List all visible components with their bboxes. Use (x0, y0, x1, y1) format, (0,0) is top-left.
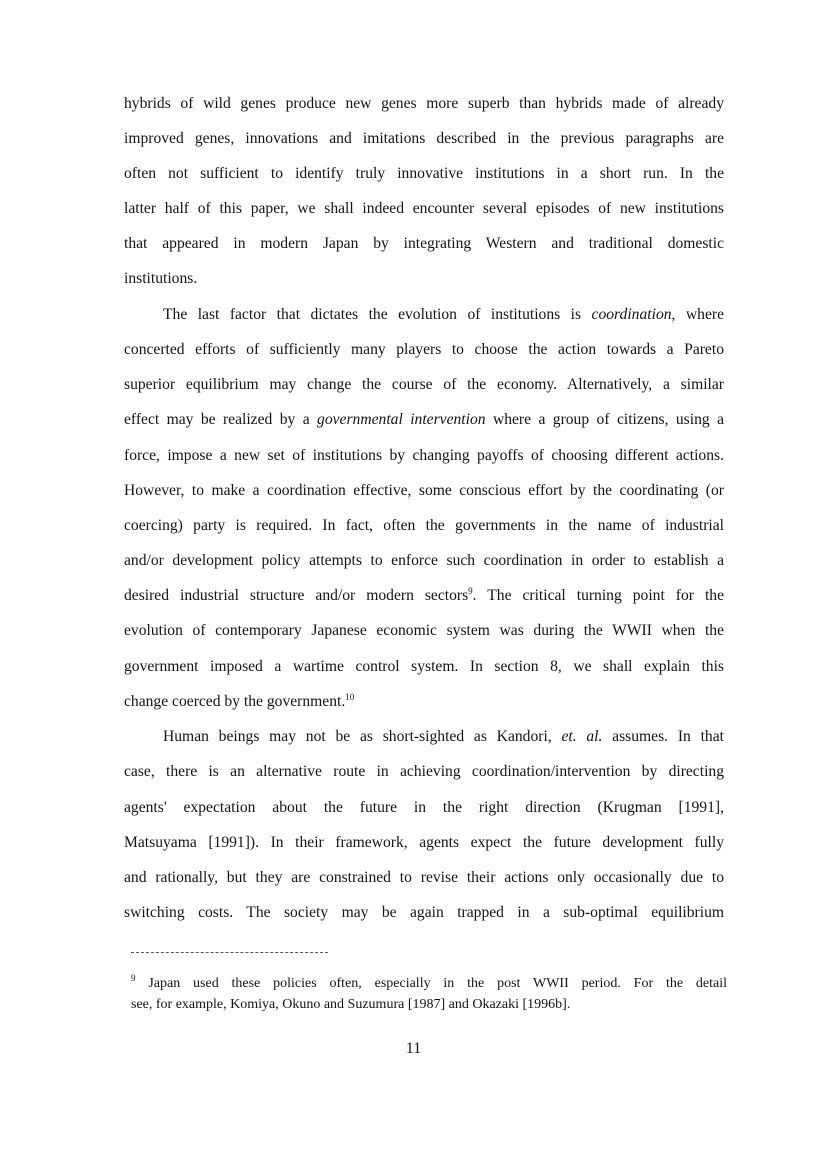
text-run: desired industrial structure and/or modern sectors (124, 587, 469, 604)
footnote-marker: 9 (131, 973, 136, 983)
body-line: agents' expectation about the future in the right direction (Krugman [1991], (124, 799, 724, 816)
body-line: institutions. (124, 270, 198, 287)
body-line (124, 584, 724, 608)
text-run: Human beings may not be as short-sighted as Kandori, (163, 728, 562, 745)
emphasis-governmental-intervention: governmental intervention (317, 411, 486, 428)
body-line: government imposed a wartime control system. In section 8, we shall explain this (124, 658, 724, 675)
text-run: The last factor that dictates the evolution of institutions is (163, 306, 592, 323)
body-line: Matsuyama [1991]). In their framework, agents expect the future development fully (124, 834, 724, 851)
body-line (124, 408, 724, 432)
body-line: latter half of this paper, we shall indeed encounter several episodes of new institutions (124, 200, 724, 217)
body-line: evolution of contemporary Japanese economic system was during the WWII when the (124, 622, 724, 639)
footnote-separator (131, 952, 328, 953)
body-line: and/or development policy attempts to enforce such coordination in order to establish a (124, 552, 724, 569)
footnote-line (131, 974, 727, 994)
emphasis-coordination: coordination (591, 306, 672, 323)
body-line: that appeared in modern Japan by integrating Western and traditional domestic (124, 235, 724, 252)
text-run: . The critical turning point for the (472, 587, 724, 604)
body-line: superior equilibrium may change the course of the economy. Alternatively, a similar (124, 376, 724, 393)
text-run: effect may be realized by a (124, 411, 318, 428)
text-run: Japan used these policies often, especially in the post WWII period. For the detail (135, 976, 727, 991)
footnote-ref-9[interactable]: 9 (468, 586, 473, 596)
body-line: often not sufficient to identify truly innovative institutions in a short run. In the (124, 165, 724, 182)
body-line: case, there is an alternative route in achieving coordination/intervention by directing (124, 763, 724, 780)
body-line: switching costs. The society may be again trapped in a sub-optimal equilibrium (124, 904, 724, 921)
text-run: change coerced by the government. (124, 693, 346, 710)
text-run: assumes. In that (602, 728, 724, 745)
page-number: 11 (405, 1040, 422, 1057)
emphasis-et-al: et. al. (561, 728, 603, 745)
body-line (124, 690, 724, 714)
body-line (163, 303, 724, 327)
body-line: coercing) party is required. In fact, often the governments in the name of industrial (124, 517, 724, 534)
footnote-ref-10[interactable]: 10 (345, 692, 355, 702)
body-line: improved genes, innovations and imitations described in the previous paragraphs are (124, 130, 724, 147)
body-line: force, impose a new set of institutions by changing payoffs of choosing different actions. (124, 447, 724, 464)
body-line (163, 725, 724, 749)
footnote-line: see, for example, Komiya, Okuno and Suzumura [1987] and Okazaki [1996b]. (131, 997, 571, 1012)
body-line: concerted efforts of sufficiently many players to choose the action towards a Pareto (124, 341, 724, 358)
text-run: where a group of citizens, using a (485, 411, 724, 428)
body-line: However, to make a coordination effective, some conscious effort by the coordinating (or (124, 482, 724, 499)
text-run: , where (671, 306, 724, 323)
body-line: hybrids of wild genes produce new genes more superb than hybrids made of already (124, 95, 724, 112)
body-line: and rationally, but they are constrained to revise their actions only occasionally due to (124, 869, 724, 886)
